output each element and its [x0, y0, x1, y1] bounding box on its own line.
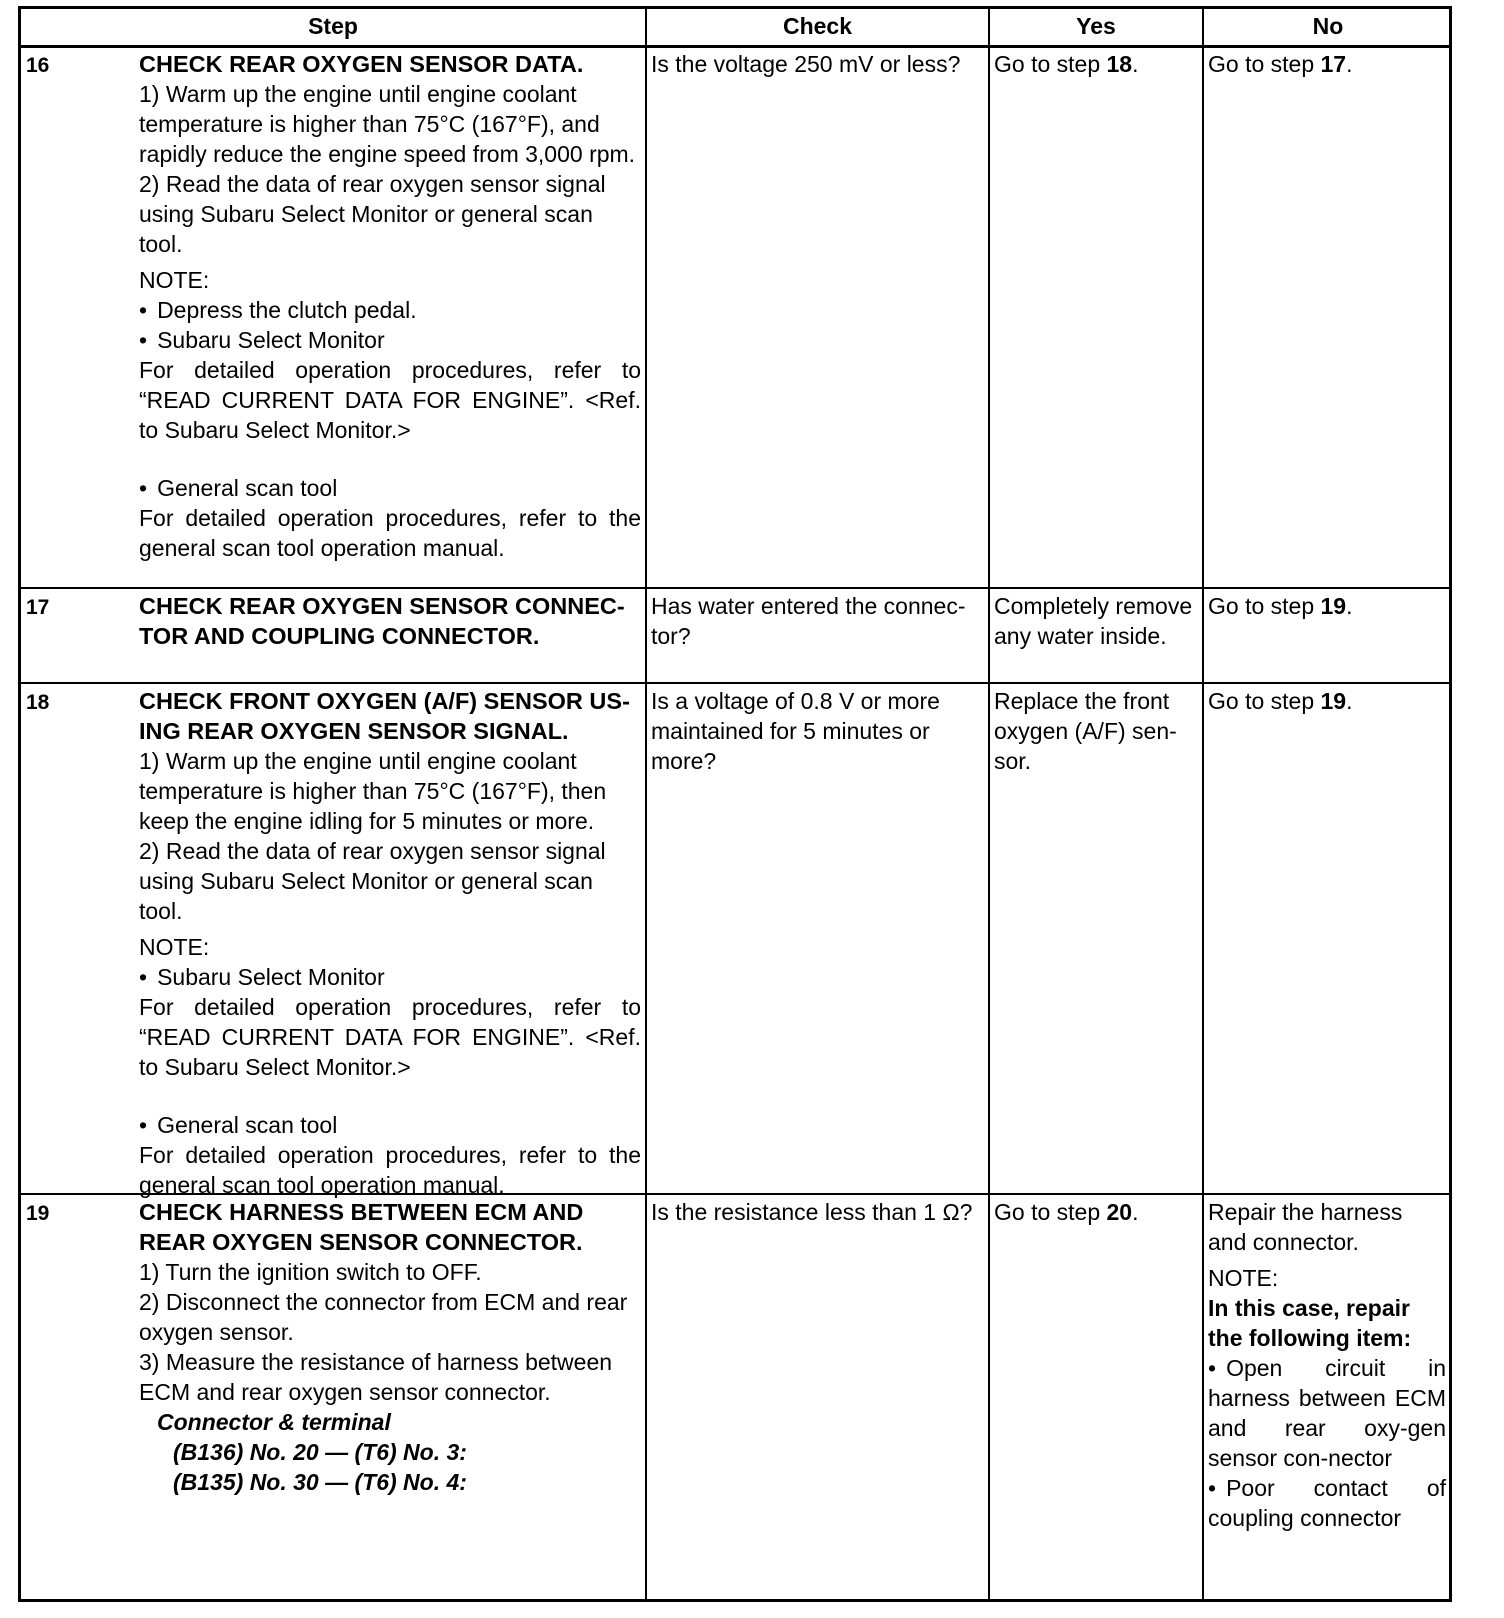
- step-number: 17: [26, 596, 50, 619]
- note-label: NOTE:: [139, 934, 210, 960]
- reference-text: For detailed operation procedures, refer to “READ CURRENT DATA FOR ENGINE”. <Ref. to Subaru Select Monitor.>: [139, 994, 641, 1080]
- header-yes: Yes: [1076, 13, 1116, 39]
- check-question: Is the voltage 250 mV or less?: [651, 51, 961, 77]
- note-bullet: • Subaru Select Monitor: [139, 962, 641, 992]
- step-instruction: 2) Read the data of rear oxygen sensor signal using Subaru Select Monitor or general scan tool.: [139, 838, 606, 924]
- row-divider: [21, 682, 1449, 684]
- step-instruction: 2) Read the data of rear oxygen sensor signal using Subaru Select Monitor or general scan tool.: [139, 171, 606, 257]
- step-title: CHECK HARNESS BETWEEN ECM AND REAR OXYGEN SENSOR CONNECTOR.: [139, 1199, 584, 1255]
- step-number: 16: [26, 54, 50, 77]
- header-check: Check: [782, 13, 853, 39]
- note-bullet: • General scan tool: [139, 1110, 641, 1140]
- column-divider: [988, 9, 990, 1599]
- yes-action: Completely remove any water inside.: [994, 593, 1193, 649]
- connector-terminal-spec: (B136) No. 20 — (T6) No. 3:: [173, 1439, 467, 1465]
- reference-text: For detailed operation procedures, refer to “READ CURRENT DATA FOR ENGINE”. <Ref. to Subaru Select Monitor.>: [139, 357, 641, 443]
- note-bullet: • Depress the clutch pedal.: [139, 295, 641, 325]
- note-bullet: • Subaru Select Monitor: [139, 325, 641, 355]
- yes-action: Go to step 18.: [994, 51, 1139, 77]
- yes-action: Replace the front oxygen (A/F) sen-sor.: [994, 688, 1177, 774]
- note-bullet: • Open circuit in harness between ECM and rear oxy-gen sensor con-nector: [1208, 1353, 1446, 1473]
- note-emphasis: In this case, repair the following item:: [1208, 1295, 1412, 1351]
- step-number: 19: [26, 1202, 50, 1225]
- step-instruction: 2) Disconnect the connector from ECM and rear oxygen sensor.: [139, 1289, 628, 1345]
- check-question: Has water entered the connec-tor?: [651, 593, 966, 649]
- step-number: 18: [26, 691, 50, 714]
- step-instruction: 3) Measure the resistance of harness between ECM and rear oxygen sensor connector.: [139, 1349, 613, 1405]
- note-label: NOTE:: [139, 267, 210, 293]
- connector-terminal-spec: (B135) No. 30 — (T6) No. 4:: [173, 1469, 467, 1495]
- note-bullet: • Poor contact of coupling connector: [1208, 1473, 1446, 1533]
- yes-action: Go to step 20.: [994, 1199, 1139, 1225]
- column-divider: [1202, 9, 1204, 1599]
- header-no: No: [1312, 13, 1344, 39]
- note-bullet: • General scan tool: [139, 473, 641, 503]
- no-action-text: Repair the harness and connector.: [1208, 1199, 1403, 1255]
- step-description: [139, 591, 641, 651]
- reference-text: For detailed operation procedures, refer to the general scan tool operation manual.: [139, 1142, 641, 1198]
- step-title: CHECK FRONT OXYGEN (A/F) SENSOR US-ING REAR OXYGEN SENSOR SIGNAL.: [139, 688, 630, 744]
- step-instruction: 1) Warm up the engine until engine coolant temperature is higher than 75°C (167°F), and rapidly reduce the engine speed from 3,000 rpm.: [139, 81, 636, 167]
- step-title: CHECK REAR OXYGEN SENSOR CONNEC-TOR AND COUPLING CONNECTOR.: [139, 593, 625, 649]
- no-action: Go to step 19.: [1208, 688, 1353, 714]
- reference-text: For detailed operation procedures, refer to the general scan tool operation manual.: [139, 505, 641, 561]
- check-question: Is a voltage of 0.8 V or more maintained for 5 minutes or more?: [651, 688, 940, 774]
- step-instruction: 1) Warm up the engine until engine coolant temperature is higher than 75°C (167°F), then keep the engine idling for 5 minutes or more.: [139, 748, 607, 834]
- no-action: Go to step 19.: [1208, 593, 1353, 619]
- header-step: Step: [308, 13, 358, 39]
- check-question: Is the resistance less than 1 Ω?: [651, 1199, 973, 1225]
- no-action: Go to step 17.: [1208, 51, 1353, 77]
- step-instruction: 1) Turn the ignition switch to OFF.: [139, 1259, 482, 1285]
- step-description: [139, 49, 641, 563]
- step-title: CHECK REAR OXYGEN SENSOR DATA.: [139, 51, 584, 77]
- step-description: [139, 1197, 641, 1497]
- note-label: NOTE:: [1208, 1265, 1279, 1291]
- column-divider: [645, 9, 647, 1599]
- no-action: [1208, 1197, 1446, 1533]
- row-divider: [21, 587, 1449, 589]
- connector-terminal-label: Connector & terminal: [157, 1409, 391, 1435]
- step-description: [139, 686, 641, 1200]
- header-divider: [21, 45, 1449, 48]
- procedure-table: [18, 6, 1452, 1602]
